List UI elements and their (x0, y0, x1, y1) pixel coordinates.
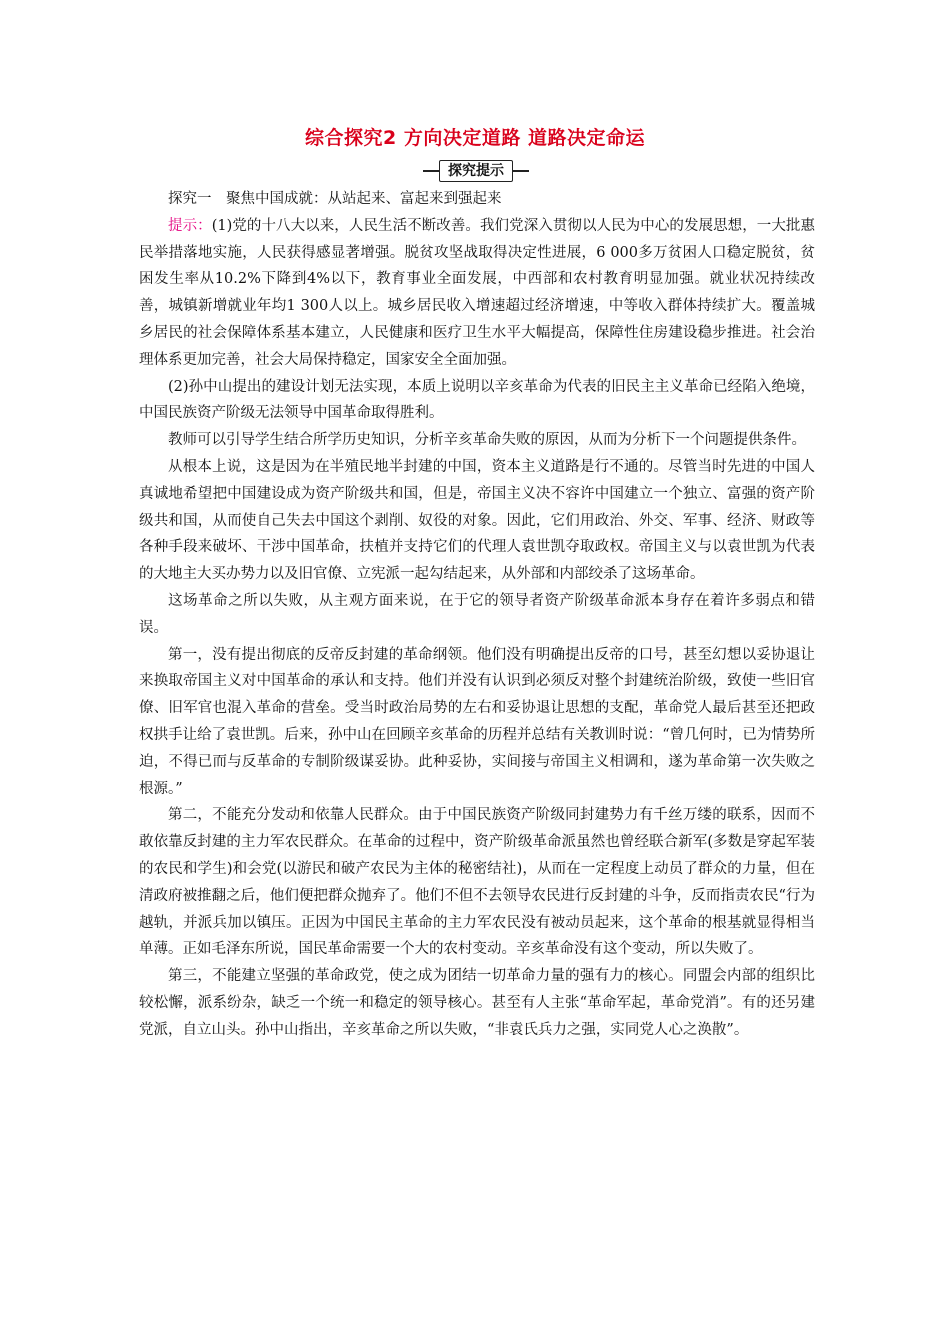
inquiry-heading: 探究一 聚焦中国成就：从站起来、富起来到强起来 (168, 191, 502, 207)
section-tag (423, 160, 529, 182)
page-title: 综合探究2 方向决定道路 道路决定命运 (305, 127, 645, 149)
paragraph-8: 第三，不能建立坚强的革命政党，使之成为团结一切革命力量的强有力的核心。同盟会内部的组织比较松懈，派系纷杂，缺乏一个统一和稳定的领导核心。甚至有人主张“革命军起，革命党消”。有的还另建党派，自立山头。孙中山指出，辛亥革命之所以失败，“非袁氏兵力之强，实同党人心之涣散”。 (139, 968, 815, 1038)
paragraph-1 (139, 213, 815, 374)
paragraph-5: 这场革命之所以失败，从主观方面来说，在于它的领导者资产阶级革命派本身存在着许多弱点和错误。 (139, 592, 815, 636)
document-body (139, 186, 815, 1044)
hint-label: 提示： (168, 217, 212, 234)
paragraph-3: 教师可以引导学生结合所学历史知识，分析辛亥革命失败的原因，从而为分析下一个问题提供条件。 (168, 432, 806, 449)
paragraph-4: 从根本上说，这是因为在半殖民地半封建的中国，资本主义道路是行不通的。尽管当时先进的中国人真诚地希望把中国建设成为资产阶级共和国，但是，帝国主义决不容许中国建立一个独立、富强的资产阶级共和国，从而使自己失去中国这个剥削、奴役的对象。因此，它们用政治、外交、军事、经济、财政等各种手段来破坏、干涉中国革命，扶植并支持它们的代理人袁世凯夺取政权。帝国主义与以袁世凯为代表的大地主大买办势力以及旧官僚、立宪派一起勾结起来，从外部和内部绞杀了这场革命。 (139, 458, 815, 583)
paragraph-7: 第二，不能充分发动和依靠人民群众。由于中国民族资产阶级同封建势力有千丝万缕的联系，因而不敢依靠反封建的主力军农民群众。在革命的过程中，资产阶级革命派虽然也曾经联合新军(多数是穿起军装的农民和学生)和会党(以游民和破产农民为主体的秘密结社)，从而在一定程度上动员了群众的力量，但在清政府被推翻之后，他们便把群众抛弃了。他们不但不去领导农民进行反封建的斗争，反而指责农民“行为越轨，并派兵加以镇压。正因为中国民主革命的主力军农民没有被动员起来，这个革命的根基就显得相当单薄。正如毛泽东所说，国民革命需要一个大的农村变动。辛亥革命没有这个变动，所以失败了。 (139, 807, 815, 958)
paragraph-1-text: (1)党的十八大以来，人民生活不断改善。我们党深入贯彻以人民为中心的发展思想，一大批惠民举措落地实施，人民获得感显著增强。脱贫攻坚战取得决定性进展，6 000多万贫困人口稳定脱贫，贫困发生率从10.2%下降到4%以下，教育事业全面发展，中西部和农村教育明显加强。就业状况持续改善，城镇新增就业年均1 300人以上。城乡居民收入增速超过经济增速，中等收入群体持续扩大。覆盖城乡居民的社会保障体系基本建立，人民健康和医疗卫生水平大幅提高，保障性住房建设稳步推进。社会治理体系更加完善，社会大局保持稳定，国家安全全面加强。 (139, 217, 816, 368)
section-tag-label: 探究提示 (439, 160, 513, 182)
paragraph-6: 第一，没有提出彻底的反帝反封建的革命纲领。他们没有明确提出反帝的口号，甚至幻想以妥协退让来换取帝国主义对中国革命的承认和支持。他们并没有认识到必须反对整个封建统治阶级，致使一些旧官僚、旧军官也混入革命的营垒。受当时政治局势的左右和妥协退让思想的支配，革命党人最后甚至还把政权拱手让给了袁世凯。后来，孙中山在回顾辛亥革命的历程并总结有关教训时说：“曾几何时，已为情势所迫，不得已而与反革命的专制阶级谋妥协。此种妥协，实间接与帝国主义相调和，遂为革命第一次失败之根源。” (139, 646, 815, 797)
paragraph-2: (2)孙中山提出的建设计划无法实现，本质上说明以辛亥革命为代表的旧民主主义革命已经陷入绝境，中国民族资产阶级无法领导中国革命取得胜利。 (139, 378, 815, 422)
tag-rule-right (513, 170, 529, 172)
tag-rule-left (423, 170, 439, 172)
